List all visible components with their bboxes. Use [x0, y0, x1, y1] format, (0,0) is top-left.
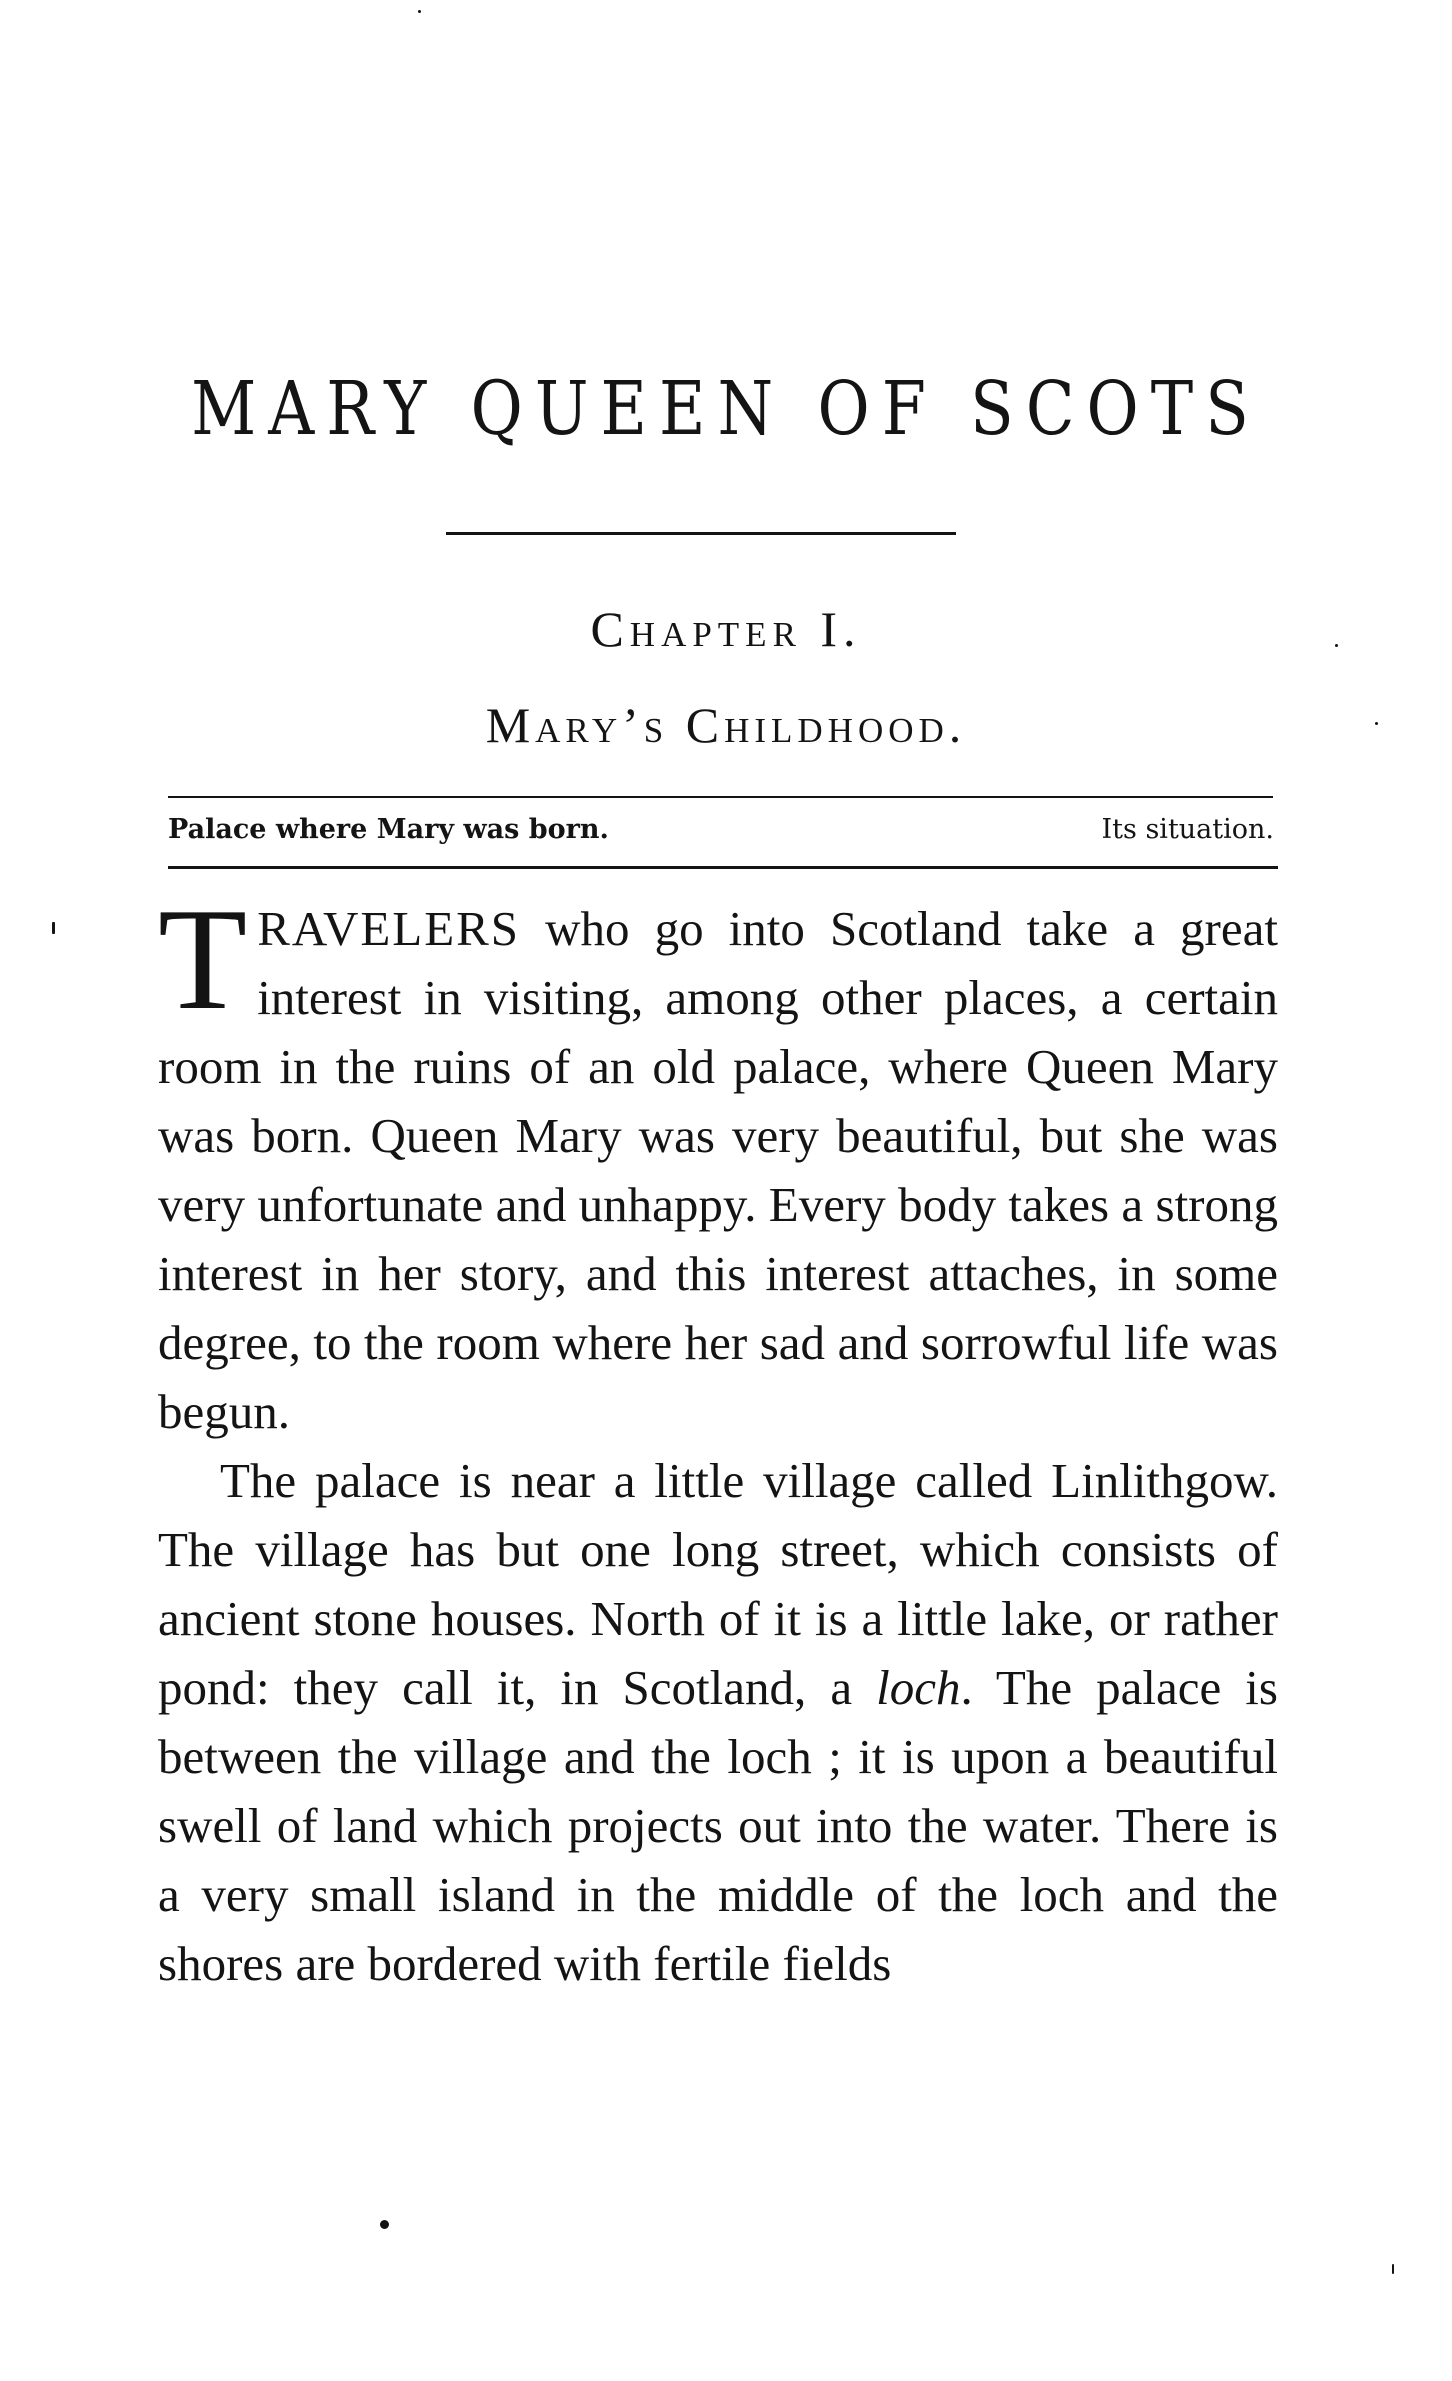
paragraph-2-text-a: The palace is near a little village called Linlithgow. The village has but one long street, which consists of ancient stone houses. North of it is a little lake, or rather pond: they call it, in Scotland, a — [158, 1453, 1278, 1715]
paragraph-1 — [158, 878, 1278, 1446]
ink-speck — [1375, 722, 1378, 725]
title-divider — [446, 532, 956, 535]
sidenote-left: Palace where Mary was born. — [168, 814, 609, 845]
sidenote-rule-bottom — [168, 866, 1278, 869]
chapter-subtitle: Mary’s Childhood. — [485, 697, 967, 753]
drop-cap: T — [158, 878, 248, 1040]
ink-speck — [380, 2220, 389, 2229]
paragraph-1-text: who go into Scotland take a great interest in visiting, among other places, a certain room in the ruins of an old palace, where Queen Mary was born. Queen Mary was very beautiful, but she was very unfortunate and unhappy. Every body takes a strong interest in her story, and this interest attaches, in some degree, to the room where her sad and sorrowful life was begun. — [158, 901, 1278, 1439]
paragraph-2 — [158, 1446, 1278, 1998]
paragraph-2-text-b: . The palace is between the village and the loch ; it is upon a beautiful swell of land which projects out into the water. There is a very small island in the middle of the loch and the shores are bordered with fertile fields — [158, 1660, 1278, 1991]
paragraph-2-italic: loch — [876, 1660, 961, 1715]
first-word: RAVELERS — [257, 901, 521, 956]
ink-speck — [52, 922, 55, 934]
chapter-heading: Chapter I. — [590, 601, 862, 657]
sidenote-right: Its situation. — [1101, 814, 1274, 845]
book-title: MARY QUEEN OF SCOTS — [191, 366, 1261, 452]
ink-speck — [1335, 644, 1338, 647]
ink-speck — [1392, 2264, 1394, 2274]
sidenote-rule-top — [168, 796, 1273, 798]
ink-speck — [418, 10, 421, 13]
chapter-body — [158, 878, 1278, 1998]
